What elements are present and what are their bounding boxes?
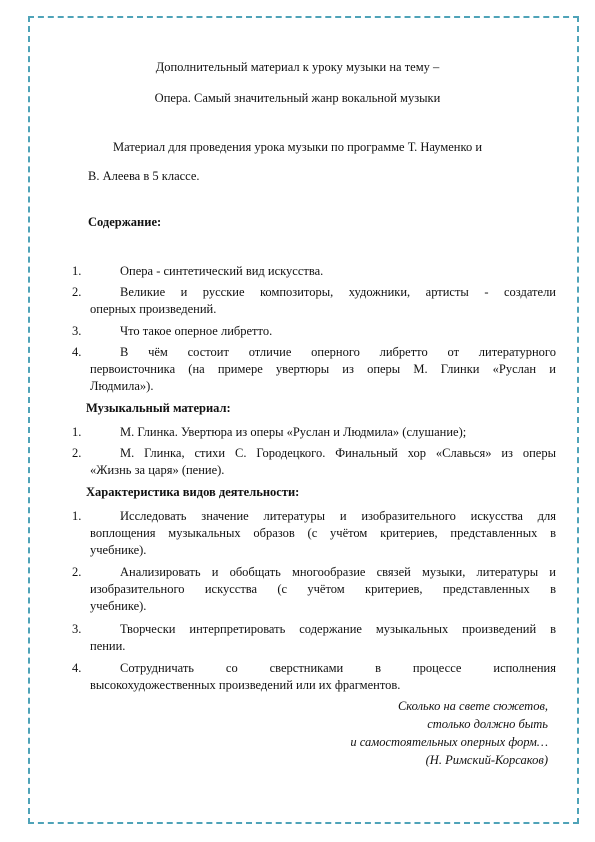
list-number: 2. (72, 565, 82, 579)
list-text: Опера - синтетический вид искусства. (120, 264, 324, 278)
list-text: М. Глинка, стихи С. Городецкого. Финальный хор «Славься» из оперы (120, 446, 556, 460)
intro-line-2: В. Алеева в 5 классе. (88, 169, 200, 183)
contents-heading: Содержание: (88, 215, 162, 229)
list-number: 1. (72, 425, 82, 439)
list-number: 4. (72, 345, 82, 359)
list-item (72, 263, 556, 279)
list-text-cont: изобразительного искусства (с учётом критериев, представленных в (90, 582, 556, 596)
activities-heading: Характеристика видов деятельности: (86, 485, 300, 499)
list-text-cont: Людмила»). (90, 379, 154, 393)
list-item (72, 323, 556, 339)
epigraph-line-3: и самостоятельных оперных форм… (350, 735, 548, 749)
list-text: Великие и русские композиторы, художники, артисты - создатели (120, 285, 556, 299)
list-text: Что такое оперное либретто. (120, 324, 273, 338)
list-text: В чём состоит отличие оперного либретто от литературного (120, 345, 556, 359)
epigraph-line-2: столько должно быть (427, 717, 548, 731)
list-text: Анализировать и обобщать многообразие связей музыки, литературы и (120, 565, 556, 579)
list-text: Исследовать значение литературы и изобразительного искусства для (120, 509, 556, 523)
list-item (72, 424, 556, 440)
list-text-cont: первоисточника (на примере увертюры из оперы М. Глинки «Руслан и (90, 362, 556, 376)
epigraph-line-1: Сколько на свете сюжетов, (397, 699, 548, 713)
list-text: М. Глинка. Увертюра из оперы «Руслан и Людмила» (слушание); (120, 425, 467, 439)
header-line-2: Опера. Самый значительный жанр вокальной музыки (154, 91, 441, 105)
list-text-cont: «Жизнь за царя» (пение). (90, 463, 225, 477)
list-text-cont: пении. (90, 639, 126, 653)
list-item (72, 621, 556, 653)
list-number: 1. (72, 264, 82, 278)
list-number: 2. (72, 285, 82, 299)
list-number: 3. (72, 622, 82, 636)
list-number: 3. (72, 324, 82, 338)
music-heading: Музыкальный материал: (86, 401, 231, 415)
epigraph-author: (Н. Римский-Корсаков) (425, 753, 548, 767)
list-text-cont: воплощения музыкальных образов (с учётом критериев, представленных в (90, 526, 556, 540)
list-item (72, 344, 556, 392)
list-item (72, 660, 556, 692)
list-number: 2. (72, 446, 82, 460)
list-text-cont: учебнике). (90, 543, 147, 557)
list-text-cont: учебнике). (90, 599, 147, 613)
list-item (72, 284, 556, 316)
list-text: Сотрудничать со сверстниками в процессе исполнения (120, 661, 556, 675)
header-line-1: Дополнительный материал к уроку музыки на тему – (155, 60, 440, 74)
list-number: 1. (72, 509, 82, 523)
list-item (72, 508, 556, 556)
list-text: Творчески интерпретировать содержание музыкальных произведений в (120, 622, 556, 636)
list-item (72, 445, 556, 477)
list-text-cont: высокохудожественных произведений или их фрагментов. (90, 678, 401, 692)
list-item (72, 564, 556, 612)
list-number: 4. (72, 661, 82, 675)
list-text-cont: оперных произведений. (90, 302, 217, 316)
intro-line-1: Материал для проведения урока музыки по программе Т. Науменко и (112, 140, 483, 154)
